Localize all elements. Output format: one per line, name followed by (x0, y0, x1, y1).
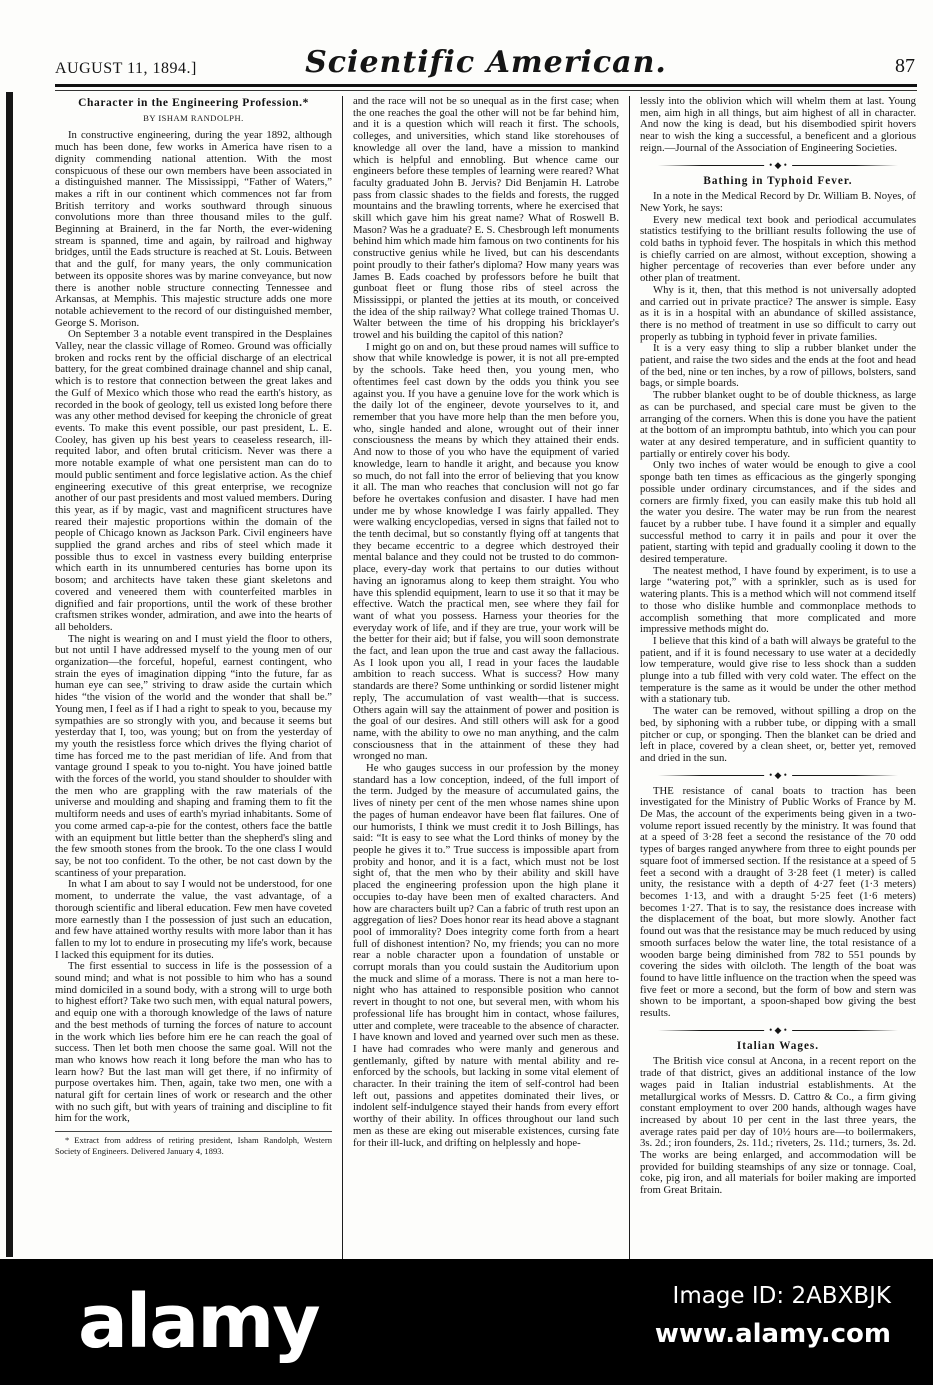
column-3 (629, 96, 916, 1266)
page-number: 87 (895, 55, 915, 77)
footnote: * Extract from address of retiring president, Isham Randolph, Western Society of Engineers. Delivered January 4, 1893. (55, 1131, 332, 1156)
paragraph: and the race will not be so unequal as in the first case; when the one reaches the goal the other will not be far behind him, and it is a question which will reach it first. The schools, colleges, and universities, which stand like storehouses of knowledge all over the land, have a mission to mankind which is helpful and ennobling. But whence came our engineers before these temples of learning were reared? What faculty graduated John B. Jervis? Did Benjamin H. Latrobe pass from classic shades to the fields and forests, the rugged mountains and the brawling torrents, where he exercised that skill which gave him his great name? What of Roswell B. Mason? Was he a graduate? E. S. Chesbrough left monuments behind him which made him famous on two continents for his constructive genius while he lived, but can his descendants point proudly to their father's diploma? How many years was James B. Eads coached by professors before he built that gunboat fleet or flung those ribs of steel across the Mississippi, or planted the jetties at its mouth, or conceived the idea of the ship railway? What college trained Thomas U. Walter between the time of his dropping his bricklayer's trowel and his building the capitol of this nation? (353, 96, 619, 342)
paragraph-canal-boats: THE resistance of canal boats to traction has been investigated for the Ministry of Public Works of France by M. De Mas, the account of the experiments being given in a two-volume report issued recently by the ministry. It was found that at a speed of 3·28 feet a second the resistance of the 70 odd types of barges ranged anywhere from three to eight pounds per square foot of immersed section. If the resistance at a speed of 5 feet a second with a draught of 3·28 feet (1 meter) is called unity, the resistance with a depth of 4·27 feet (1·3 meters) becomes 1·13, and with a draught 5·25 feet (1·6 meters) becomes 1·27. That is to say, the resistance does increase with the displacement of the boat, but more slowly. Another fact found out was that the resistance may be much reduced by using smooth surfaces below the water line, the total resistance of a wooden barge being diminished from 782 to 551 pounds by covering the sides with oilcloth. The length of the boat was found to have little influence on the traction when the speed was five feet or more a second, but the form of bow and stern was shown to be important, a spoon-shaped bow giving the best results. (640, 784, 916, 1020)
column-1 (55, 96, 342, 1266)
image-id: Image ID: 2ABXBJK (672, 1283, 891, 1309)
paragraph: It is a very easy thing to slip a rubber blanket under the patient, and raise the two sides and the ends at the foot and head of the bed, nine or ten inches, by a row of pillows, bolsters, sand bags, or simple boards. (640, 342, 916, 390)
paragraph: In what I am about to say I would not be understood, for one moment, to underrate the value, the vast advantage, of a thorough scientific and liberal education. Few men have coveted more earnestly than I the possession of just such an education, and few have attained worthy results with more labor than it has fallen to my lot to endure in prosecuting my life's work, because I lacked this equipment for its duties. (55, 878, 332, 961)
header-rule-thick (55, 84, 917, 87)
article-title: Character in the Engineering Profession.* (78, 97, 309, 109)
paragraph: Every new medical text book and periodical accumulates statistics testifying to the brilliant results following the use of cold baths in typhoid fever. The hospitals in which this method is chiefly carried on are almost, without exception, showing a higher percentage of recoveries than ever before under any other plan of treatment. (640, 213, 916, 285)
header-rule-thin (55, 90, 917, 91)
section-divider (658, 1024, 898, 1037)
paragraph: The neatest method, I have found by experiment, is to use a large “watering pot,” with a sprinkler, such as is used for watering plants. This is a method which will not commend itself to those who dislike humble and commonplace methods to accomplish something that more complicated and more impressive methods might do. (640, 564, 916, 636)
scan-edge-artifact (6, 92, 13, 1257)
paragraph: The night is wearing on and I must yield the floor to others, but not until I have addressed myself to the young men of our organization—the forceful, hopeful, earnest contingent, who strain the eyes of imagination dipping “into the future, far as human eye can see,” striving to draw aside the curtain which hides “the vision of the world and the wonder that shall be.” Young men, I feel as if I had a right to speak to you, because my sympathies are so strongly with you, and because it seems but yesterday that I, too, was young; but on from the yesterday of my youth the resistless force which drives the flying chariot of time has forced me to the past meridian of life. And from that vantage ground I speak to you to-night. You have joined battle with the forces of the world, you stand shoulder to shoulder with the men who are grappling with the raw materials of the universe and moulding and shaping and framing them to fit the multiform needs and uses of earth's myriad inhabitants. Some of you come armed cap-a-pie for the contest, others face the battle with an equipment but little better than the shepherd's sling and the few smooth stones from the brook. To the one class I would say, be not too confident. To the other, be not cast down by the scantiness of your preparation. (55, 632, 332, 879)
issue-date: AUGUST 11, 1894.] (55, 60, 197, 77)
paragraph: Why is it, then, that this method is not universally adopted and carried out in private practice? The answer is simple. Easy as it is in a hospital with an abundance of skilled assistance, there is no method of treatment in use so difficult to carry out properly as tubbing in typhoid fever in private families. (640, 283, 916, 343)
alamy-logo: alamy (78, 1279, 319, 1365)
article-title-italian-wages: Italian Wages. (736, 1039, 820, 1052)
article-title-typhoid: Bathing in Typhoid Fever. (703, 174, 853, 187)
paragraph: The rubber blanket ought to be of double thickness, as large as can be purchased, and special care must be given to the arranging of the corners. When this is done you have the patient at the bottom of an impromptu bathtub, into which you can pour water at any desired temperature, and in sufficient quantity to partially or entirely cover his body. (640, 389, 916, 460)
paragraph: In a note in the Medical Record by Dr. William B. Noyes, of New York, he says: (640, 190, 916, 214)
paragraph: I might go on and on, but these proud names will suffice to show that while knowledge is power, it is not all pre-empted by the schools. Take heed then, you young men, who oftentimes feel cast down by the odds you think you see against you. If you have a genuine love for the work which is the daily lot of the engineer, devote yourselves to it, and remember that you have more help than the men before you, who, single handed and alone, wrought out of their inner consciousness the means by which they attained their ends. And now to those of you who have the equipment of varied knowledge, learn to handle it aright, and because you know so much, do not fall into the error of believing that you know it all. The man who reaches that conclusion will not go far before he overtakes confusion and disaster. I have had men under me by whose knowledge I was fairly appalled. They were walking encyclopedias, versed in signs that failed not to the tenth decimal, but so constantly flying off at tangents that they became eccentric to a degree which destroyed their mental balance and they could not be trusted to do common-place, every-day work that pertains to our duties without having an ignoramus along to keep them straight. You who have this splendid equipment, learn to use it so that it may be effective. Watch the practical men, see where they fail for want of what you possess. Harness your theories for the everyday work of life, and if they are true, your work will be the better for their aid; but if false, you will soon demonstrate the fact, and lean upon the true and cast away the fallacious. As I look upon you all, I read in your faces the laudable ambition to reach success. What is success? How many standards are there? Some unthinking or sordid listener might reply, The accumulation of vast wealth—that is success. Others again will say the attainment of power and position is the goal of our desires. And still others will ask for a good name, with the ability to owe no man anything, and the calm consciousness that in the attainment of these they had wronged no man. (353, 340, 619, 763)
paragraph: lessly into the oblivion which will whelm them at last. Young men, aim high in all things, but aim highest of all in character. And now the king is dead, but his disembodied spirit hovers near to wish the king a successful, a beneficent and a glorious reign.—Journal of the Association of Engineering Societies. (640, 96, 916, 154)
paragraph: The water can be removed, without spilling a drop on the bed, by siphoning with a rubber tube, or dipping with a small pitcher or cup, or sponging. Then the blanket can be dried and left in place, covered by a clean sheet, or, better yet, removed and dried in the sun. (640, 705, 916, 764)
column-2 (342, 96, 629, 1266)
alamy-url: www.alamy.com (654, 1319, 891, 1349)
paragraph: The first essential to success in life is the possession of a sound mind; and what is not possible to him who has a sound mind domiciled in a sound body, with a strong will to urge both to highest effort? Take two such men, with equal natural powers, and equip one with a thorough knowledge of the laws of nature and the best methods of turning the forces of nature to account in the work which lies before him ere he can reach the goal of success. Then let both men choose the same goal. Will not the man who knows how reach it long before the man who has to learn how? But the last man will get there, if no infirmity of purpose overtakes him. Then, again, take two men, one with a natural gift for certain lines of work or research and the other with no such gift, but with years of training and discipline to fit him for the work, (55, 960, 332, 1125)
paragraph: The British vice consul at Ancona, in a recent report on the trade of that district, gives an additional instance of the low wages paid in Italian industrial establishments. At the metallurgical works of Messrs. D. Cattro & Co., a firm giving constant employment to over 200 hands, although wages have increased by about 10 per cent in the last three years, the average rates paid per day of 10½ hours are—to boilermakers, 3s. 2d.; iron founders, 2s. 11d.; riveters, 2s. 11d.; turners, 3s. 2d. The works are being enlarged, and accommodation will be provided for building steamships of any size or tonnage. Coal, coke, pig iron, and all materials for boiler making are imported from Great Britain. (640, 1055, 916, 1197)
section-divider (658, 159, 898, 172)
article-byline: BY ISHAM RANDOLPH. (143, 112, 244, 123)
section-divider (658, 769, 898, 782)
watermark-info (655, 1283, 891, 1349)
alamy-watermark-bar (0, 1259, 933, 1385)
paragraph: He who gauges success in our profession by the money standard has a low conception, indeed, of the full import of the term. Judged by the measure of accumulated gains, the lives of ninety per cent of the men whose names shine upon the pages of human endeavor have been flat failures. One of our humorists, I think we must credit it to Josh Billings, has said: “It is easy to see what the Lord thinks of money by the people he gives it to.” True success is impossible apart from probity and honor, and it is a fact, which must not be lost sight of, that the men who by their ability and skill have placed the engineering profession upon the high plane it occupies to-day have been men of exalted characters. And how are characters built up? Can a fabric of truth rest upon an aggregation of lies? Does honor rear its head above a stagnant pool of immorality? Does integrity come forth from a heart full of dishonest intention? No, my friends; you can no more rear a noble character upon a foundation of unstable or corrupt morals than you could sustain the Auditorium upon the muck and slime of a morass. There is not a man here to-night who has attained to responsible position who cannot revert in thought to not one, but several men, with whom his professional life has brought him in contact, whose failures, utter and complete, were traceable to the absence of character. I have known and loved and yearned over such men as these. I have had comrades who were manly and generous and gentlemanly, gifted by nature with mental ability and re-enforced by the schools, but lacking in some vital element of character. In their training the item of self-control had been left out, passions and appetites dominated their lives, or indolent self-indulgence stayed their hands from every effort worthy of their ability. In offices throughout our land such men as these are eking out miserable existences, cursing fate for their ill-luck, and drifting on helplessly and hope- (353, 762, 619, 1149)
publication-masthead: Scientific American. (305, 45, 667, 80)
article-columns (55, 96, 917, 1266)
paragraph: I believe that this kind of a bath will always be grateful to the patient, and if it is found necessary to use water at a decidedly low temperature, would give rise to less shock than a sudden plunge into a tub filled with very cold water. The effect on the temperature is the same as it would be under the other method with a stationary tub. (640, 634, 916, 706)
page-header (55, 45, 917, 80)
paragraph: On September 3 a notable event transpired in the Desplaines Valley, near the classic village of Romeo. Ground was officially broken and rocks rent by the official discharge of an electrical battery, for the great combined drainage channel and ship canal, which is to restore that connection between the great lakes and the Gulf of Mexico which those who read the earth's history, as recorded in the book of geology, tell us existed long before there was any other method devised for keeping the chronicle of great events. To make this event possible, our past president, L. E. Cooley, has given up his best years to ceaseless research, ill-requited labor, and often brutal criticism. Never was there a more notable example of what one persistent man can do to mould public sentiment and force legislative action. As the chief engineering executive of this great enterprise, we recognize another of our past presidents and most valued members. During this year, as if by magic, vast and magnificent structures have reared their majestic proportions within the domain of the people of Chicago known as Jackson Park. Civil engineers have supplied the grand arches and ribs of steel which made it possible thus to excel in vastness every building enterprise which earth in its unnumbered centuries has borne upon its bosom; and architects have taken these giant skeletons and covered and veneered them with counterfeited marbles in dignified and fair proportions, until the work of these brother craftsmen strikes wonder, admiration, and awe into the hearts of all beholders. (55, 328, 332, 633)
paragraph: In constructive engineering, during the year 1892, although much has been done, few works in America have risen to a dignity commending national attention. With the most conspicuous of these our own members have been associated in a distinguished manner. The Mississippi, “Father of Waters,” makes a rift in our continent which commences not far from British territory and works southward through sinuous convolutions more than three thousand miles to the gulf. Beginning at Brainerd, in the far North, the ever-widening stream is spanned, time and again, by railroad and highway bridges, until the Eads structure is reached at St. Louis. Between that and the gulf, for many years, the only communication between its opposite shores was by marine conveyance, but now there is another noble structure connecting Tennessee and Arkansas, at Memphis. This majestic structure adds one more notable achievement to the record of our distinguished member, George S. Morison. (55, 129, 332, 329)
paragraph: Only two inches of water would be enough to give a cool sponge bath ten times as efficacious as the gingerly sponging possible under ordinary circumstances, and if the sides and corners are firmly fixed, you can easily make this tub hold all the water you desire. The water may be run from the nearest faucet by a rubber tube. I have found it a simpler and equally successful method to carry it in pails and pour it over the patient, starting with tepid and gradually cooling it down to the desired temperature. (640, 459, 916, 566)
